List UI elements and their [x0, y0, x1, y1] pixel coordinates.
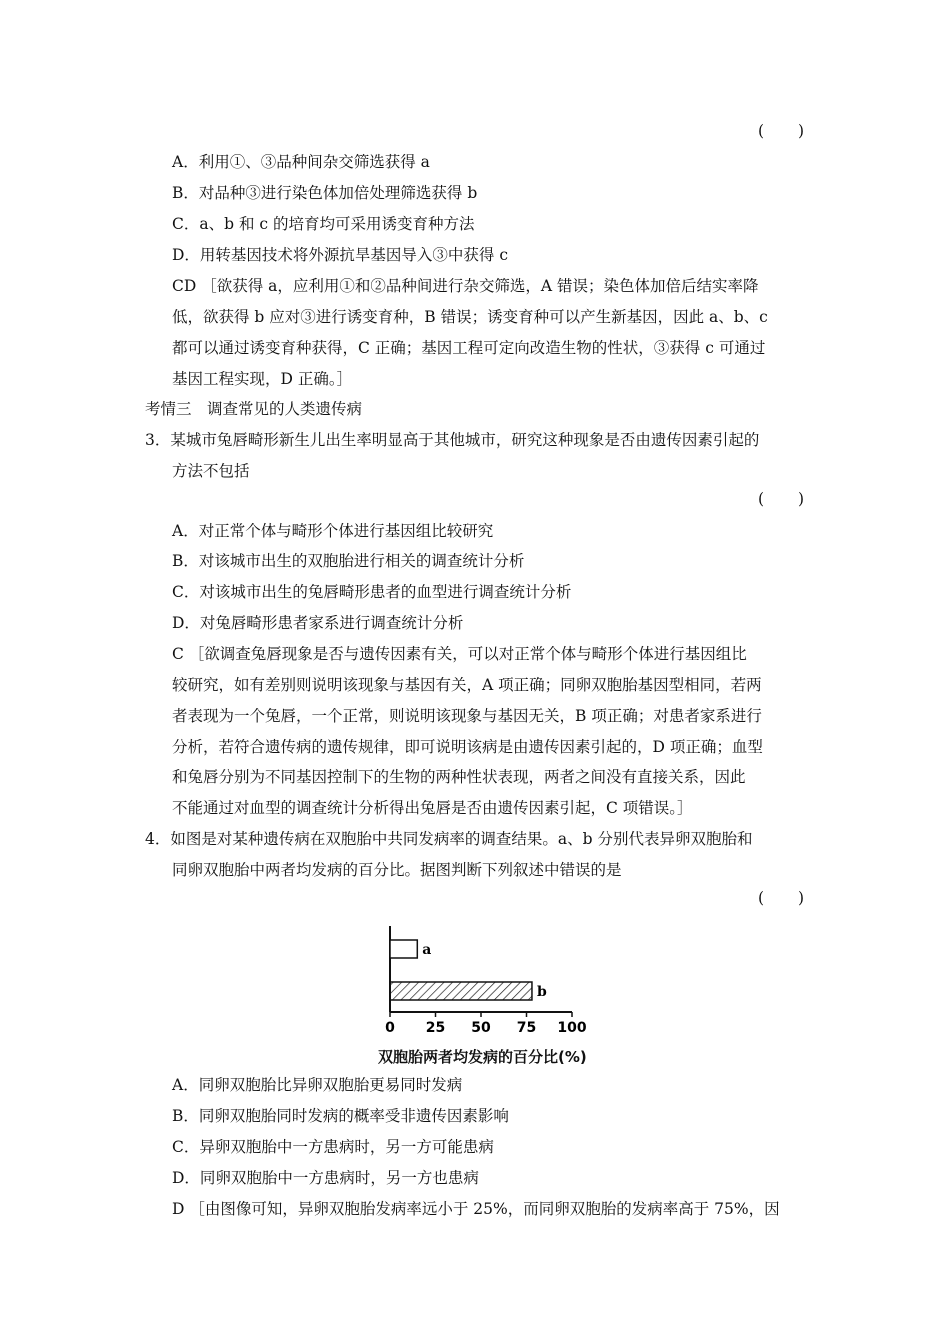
q3-answer-line: 较研究，如有差别则说明该现象与基因有关，A 项正确；同卵双胞胎基因型相同，若两 — [172, 676, 762, 694]
q3-option-d: D．对兔唇畸形患者家系进行调查统计分析 — [172, 614, 464, 632]
q3-answer-line: C ［欲调查兔唇现象是否与遗传因素有关，可以对正常个体与畸形个体进行基因组比 — [172, 645, 747, 663]
q3-answer-bracket: ( ) — [758, 490, 804, 508]
q3-answer-line: 分析，若符合遗传病的遗传规律，即可说明该病是由遗传因素引起的，D 项正确；血型 — [172, 738, 763, 756]
q4-option-b: B．同卵双胞胎同时发病的概率受非遗传因素影响 — [172, 1107, 509, 1125]
bar-label-a: a — [422, 942, 432, 958]
q2-answer-line: 基因工程实现，D 正确。］ — [172, 370, 353, 388]
q4-option-c: C．异卵双胞胎中一方患病时，另一方可能患病 — [172, 1138, 494, 1156]
q3-stem: 3．某城市兔唇畸形新生儿出生率明显高于其他城市，研究这种现象是否由遗传因素引起的 — [145, 431, 760, 449]
q4-option-d: D．同卵双胞胎中一方患病时，另一方也患病 — [172, 1169, 479, 1187]
x-tick-label: 25 — [425, 1020, 446, 1036]
q3-answer-line: 不能通过对血型的调查统计分析得出兔唇是否由遗传因素引起，C 项错误。］ — [172, 799, 693, 817]
q4-stem: 4．如图是对某种遗传病在双胞胎中共同发病率的调查结果。a、b 分别代表异卵双胞胎和 — [145, 830, 753, 848]
x-tick-label: 75 — [516, 1020, 537, 1036]
q4-answer-bracket: ( ) — [758, 889, 804, 907]
q4-answer-line: D ［由图像可知，异卵双胞胎发病率远小于 25%，而同卵双胞胎的发病率高于 75%，因 — [172, 1200, 780, 1218]
section-heading: 考情三 调查常见的人类遗传病 — [145, 400, 363, 418]
q3-answer-line: 和兔唇分别为不同基因控制下的生物的两种性状表现，两者之间没有直接关系，因此 — [172, 768, 746, 786]
twin-concordance-bar-chart — [370, 920, 600, 1046]
q4-option-a: A．同卵双胞胎比异卵双胞胎更易同时发病 — [172, 1076, 463, 1094]
x-tick-label: 100 — [557, 1020, 587, 1036]
q4-stem: 同卵双胞胎中两者均发病的百分比。据图判断下列叙述中错误的是 — [172, 861, 622, 879]
q2-option-b: B．对品种③进行染色体加倍处理筛选获得 b — [172, 184, 478, 202]
q2-answer-line: 低，欲获得 b 应对③进行诱变育种，B 错误；诱变育种可以产生新基因，因此 a、b、c — [172, 308, 768, 326]
q3-answer-line: 者表现为一个兔唇，一个正常，则说明该现象与基因无关，B 项正确；对患者家系进行 — [172, 707, 762, 725]
q2-option-a: A．利用①、③品种间杂交筛选获得 a — [172, 153, 430, 171]
bar-b — [390, 982, 532, 1000]
bar-a — [390, 940, 417, 958]
x-tick-label: 50 — [471, 1020, 491, 1036]
q2-answer-line: CD ［欲获得 a，应利用①和②品种间进行杂交筛选，A 错误；染色体加倍后结实率降 — [172, 277, 759, 295]
q2-option-c: C．a、b 和 c 的培育均可采用诱变育种方法 — [172, 215, 475, 233]
q3-option-a: A．对正常个体与畸形个体进行基因组比较研究 — [172, 522, 494, 540]
q3-stem: 方法不包括 — [172, 462, 250, 480]
q2-answer-bracket: ( ) — [758, 122, 804, 140]
x-tick-label: 0 — [385, 1020, 395, 1036]
q2-option-d: D．用转基因技术将外源抗旱基因导入③中获得 c — [172, 246, 509, 264]
chart-title: 双胞胎两者均发病的百分比(%) — [378, 1048, 587, 1066]
q3-option-c: C．对该城市出生的兔唇畸形患者的血型进行调查统计分析 — [172, 583, 572, 601]
bar-label-b: b — [536, 984, 547, 1000]
q2-answer-line: 都可以通过诱变育种获得，C 正确；基因工程可定向改造生物的性状，③获得 c 可通过 — [172, 339, 766, 357]
q3-option-b: B．对该城市出生的双胞胎进行相关的调查统计分析 — [172, 552, 525, 570]
